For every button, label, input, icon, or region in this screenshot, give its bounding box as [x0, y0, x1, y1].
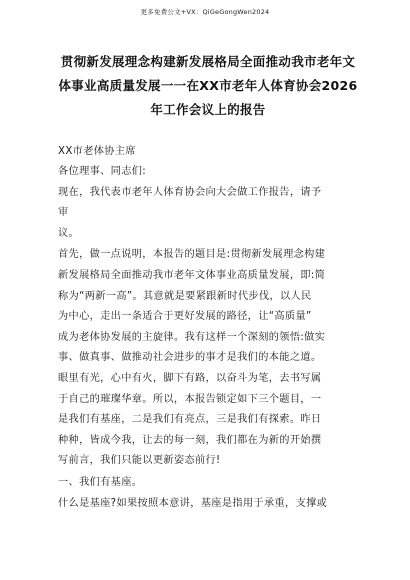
report-title-line-1: 贯彻新发展理念构建新发展格局全面推动我市老年文: [60, 54, 356, 69]
body-line-4: 审: [58, 207, 69, 218]
body-line-8: 称为“两新一高”。其意就是要紧跟新时代步伐，以人民: [58, 291, 312, 302]
body-line-6: 首先，做一点说明，本报告的题目是:贯彻新发展理念构建: [58, 249, 326, 260]
body-line-13: 于自己的璀璨华章。所以，本报告锁定如下三个题目，一: [58, 394, 322, 405]
body-line-5: 议。: [58, 228, 80, 239]
body-line-11: 事、做真事、做推动社会进步的事才是我们的本能之道。: [58, 352, 322, 363]
body-line-18: 什么是基座?如果按照本意讲，基座是指用于承重，支撑或: [58, 498, 328, 509]
section-heading-1: 一、我们有基座。: [58, 477, 143, 488]
body-line-9: 为中心，走出一条适合于更好发展的路径，让“高质量”: [58, 311, 312, 322]
body-line-12: 眼里有光，心中有火，脚下有路，以奋斗为笔，去书写属: [58, 373, 322, 384]
body-line-7: 新发展格局全面推动我市老年文体事业高质量发展，即:简: [58, 270, 326, 281]
report-title-line-2: 体事业高质量发展一一在XX市老年人体育协会2026: [58, 78, 358, 93]
body-line-15: 种种，皆成今我，让去的每一刻，我们都在为新的开始撰: [58, 435, 322, 446]
header-note: 更多免费公文+VX：QiGeGongWen2024: [140, 8, 270, 16]
body-line-2: 各位理事、同志们:: [58, 166, 147, 177]
body-line-3: 现在，我代表市老年人体育协会向大会做工作报告，请予: [58, 187, 322, 198]
body-line-10: 成为老体协发展的主旋律。我有这样一个深刻的领悟:做实: [58, 332, 326, 343]
body-line-1: XX市老体协主席: [58, 146, 136, 157]
body-line-16: 写前言，我们只能以更新姿态前行!: [58, 455, 221, 466]
body-line-14: 是我们有基座，二是我们有亮点，三是我们有探索。昨日: [58, 414, 322, 425]
report-title-line-3: 年工作会议上的报告: [150, 102, 266, 117]
